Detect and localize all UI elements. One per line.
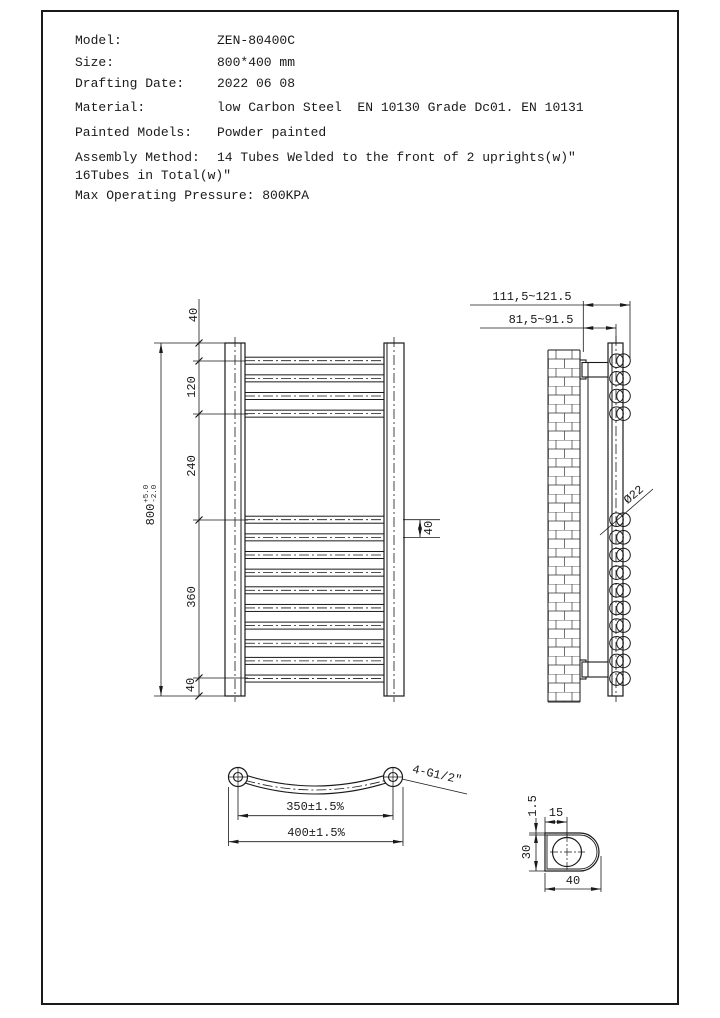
bottom-view-dimension-lines	[229, 779, 468, 846]
front-left-upright	[225, 337, 245, 702]
spec-value: 2022 06 08	[217, 76, 296, 91]
curved-tube	[228, 771, 403, 794]
left-fitting	[229, 768, 248, 787]
bottom-dim-centers: 350±1.5%	[286, 800, 344, 814]
side-dim-wall-to-center: 81,5~91.5	[508, 313, 574, 327]
spec-line-tubes-total: 16Tubes in Total(w)"	[75, 168, 232, 183]
wall-bracket-top	[580, 360, 608, 677]
front-view-drawing	[154, 299, 440, 702]
spec-label: Model:	[75, 33, 122, 48]
spec-value: 14 Tubes Welded to the front of 2 uprights(w)"	[217, 150, 576, 165]
spec-value: ZEN-80400C	[217, 33, 296, 48]
spec-line-max-pressure: Max Operating Pressure: 800KPA	[75, 188, 310, 203]
side-dim-wall-to-outer: 111,5~121.5	[492, 290, 572, 304]
front-tubes	[245, 357, 384, 682]
wall-section	[548, 350, 580, 702]
spec-value: 800*400 mm	[217, 55, 296, 70]
side-tube-circles	[610, 354, 631, 685]
dim-800-value: 800	[144, 503, 158, 526]
front-dim-40-pitch: 40	[422, 520, 436, 536]
right-fitting	[384, 768, 403, 787]
spec-label: Assembly Method:	[75, 150, 200, 165]
detail-dim-width: 40	[565, 874, 581, 888]
front-right-upright	[384, 337, 404, 702]
spec-value: Powder painted	[217, 125, 327, 140]
detail-dim-offset: 15	[548, 806, 564, 820]
front-dim-800-overall	[143, 485, 160, 526]
side-tube-diameter: Ø22	[621, 482, 647, 508]
front-dim-40-top: 40	[187, 307, 201, 323]
front-dim-360: 360	[185, 586, 199, 608]
bottom-dim-overall: 400±1.5%	[287, 826, 345, 840]
detail-dim-height: 30	[520, 844, 534, 860]
spec-value: low Carbon Steel EN 10130 Grade Dc01. EN 10131	[217, 100, 584, 115]
spec-label: Drafting Date:	[75, 76, 185, 91]
spec-label: Painted Models:	[75, 125, 193, 140]
wall-bracket-bottom	[580, 660, 608, 679]
front-dim-240: 240	[185, 455, 199, 477]
front-dim-120: 120	[185, 376, 199, 398]
dim-800-tolerance: +5.0 -2.0	[142, 484, 159, 503]
profile-hole	[550, 834, 585, 870]
detail-dim-thickness: 1.5	[526, 795, 540, 817]
spec-label: Material:	[75, 100, 146, 115]
bottom-fitting-label: 4-G1/2"	[410, 762, 464, 788]
front-dim-40-bottom: 40	[184, 677, 198, 693]
spec-label: Size:	[75, 55, 115, 70]
